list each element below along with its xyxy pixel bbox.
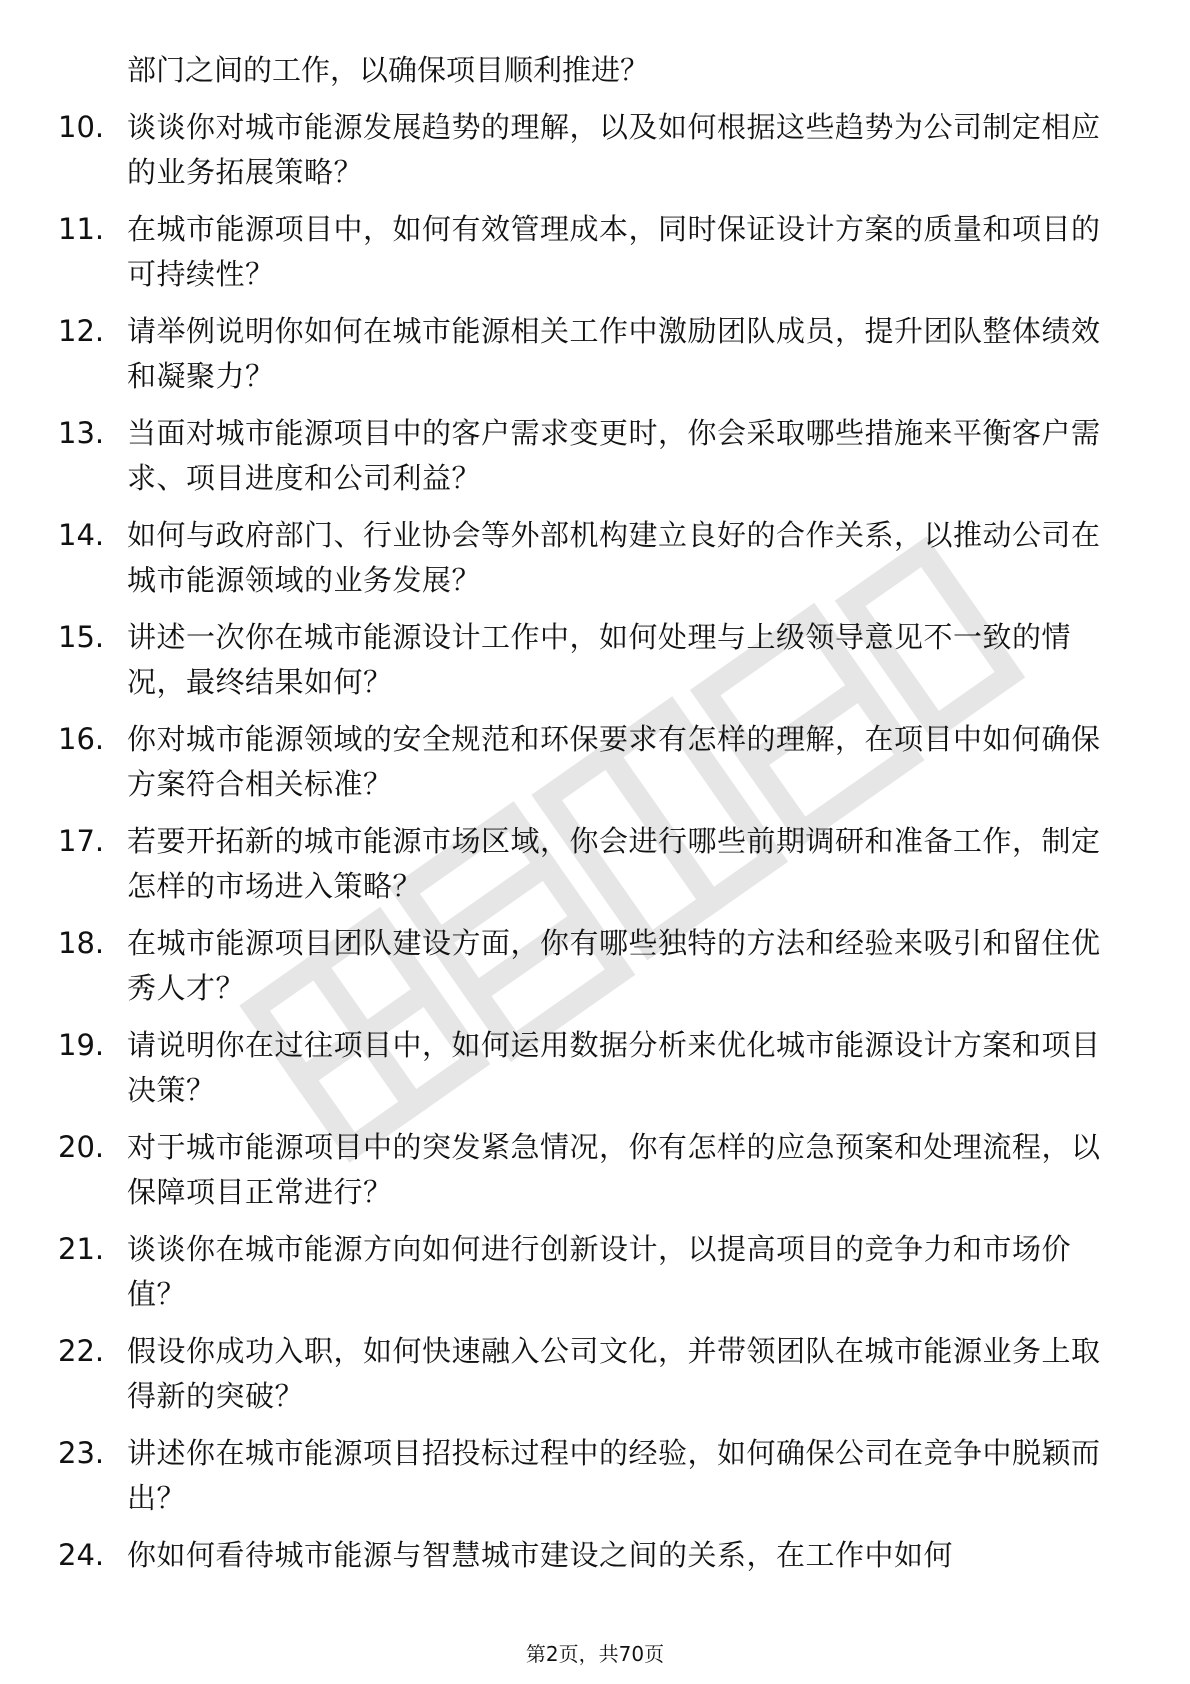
question-text: 如何与政府部门、行业协会等外部机构建立良好的合作关系，以推动公司在城市能源领域的业务发展？ — [127, 518, 1101, 597]
question-text: 在城市能源项目团队建设方面，你有哪些独特的方法和经验来吸引和留住优秀人才？ — [127, 926, 1101, 1005]
list-item — [58, 1533, 1118, 1578]
list-item — [58, 105, 1118, 195]
question-number: 12. — [58, 314, 105, 348]
list-item — [58, 717, 1118, 807]
question-number: 23. — [58, 1436, 105, 1470]
question-text: 在城市能源项目中，如何有效管理成本，同时保证设计方案的质量和项目的可持续性？ — [127, 212, 1101, 291]
question-number: 13. — [58, 416, 105, 450]
question-number: 14. — [58, 518, 105, 552]
question-text: 请举例说明你如何在城市能源相关工作中激励团队成员，提升团队整体绩效和凝聚力？ — [127, 314, 1101, 393]
question-text: 请说明你在过往项目中，如何运用数据分析来优化城市能源设计方案和项目决策？ — [127, 1028, 1101, 1107]
continuation-text: 部门之间的工作，以确保项目顺利推进？ — [127, 53, 650, 87]
list-item — [58, 921, 1118, 1011]
question-list-content — [58, 48, 1118, 1578]
question-list — [58, 105, 1118, 1578]
question-text: 你如何看待城市能源与智慧城市建设之间的关系，在工作中如何 — [127, 1538, 954, 1572]
question-text: 当面对城市能源项目中的客户需求变更时，你会采取哪些措施来平衡客户需求、项目进度和公司利益？ — [127, 416, 1101, 495]
question-number: 20. — [58, 1130, 105, 1164]
list-item — [58, 1023, 1118, 1113]
question-number: 17. — [58, 824, 105, 858]
question-text: 讲述你在城市能源项目招投标过程中的经验，如何确保公司在竞争中脱颖而出？ — [127, 1436, 1101, 1515]
list-item — [58, 1431, 1118, 1521]
question-text: 谈谈你对城市能源发展趋势的理解，以及如何根据这些趋势为公司制定相应的业务拓展策略？ — [127, 110, 1101, 189]
list-item — [58, 1125, 1118, 1215]
question-text: 谈谈你在城市能源方向如何进行创新设计，以提高项目的竞争力和市场价值？ — [127, 1232, 1072, 1311]
list-item — [58, 1227, 1118, 1317]
list-item — [58, 207, 1118, 297]
question-number: 21. — [58, 1232, 105, 1266]
list-item — [58, 615, 1118, 705]
question-number: 22. — [58, 1334, 105, 1368]
question-number: 11. — [58, 212, 105, 246]
question-number: 18. — [58, 926, 105, 960]
question-number: 19. — [58, 1028, 105, 1062]
list-item — [58, 1329, 1118, 1419]
question-number: 10. — [58, 110, 105, 144]
list-item — [58, 309, 1118, 399]
question-text: 讲述一次你在城市能源设计工作中，如何处理与上级领导意见不一致的情况，最终结果如何？ — [127, 620, 1072, 699]
list-item — [58, 819, 1118, 909]
page-footer: 第2页，共70页 — [525, 1642, 665, 1666]
question-text: 你对城市能源领域的安全规范和环保要求有怎样的理解，在项目中如何确保方案符合相关标准？ — [127, 722, 1101, 801]
list-item — [58, 411, 1118, 501]
question-number: 16. — [58, 722, 105, 756]
question-text: 对于城市能源项目中的突发紧急情况，你有怎样的应急预案和处理流程，以保障项目正常进行？ — [127, 1130, 1101, 1209]
question-number: 15. — [58, 620, 105, 654]
list-item — [58, 513, 1118, 603]
question-text: 若要开拓新的城市能源市场区域，你会进行哪些前期调研和准备工作，制定怎样的市场进入策略？ — [127, 824, 1101, 903]
question-text: 假设你成功入职，如何快速融入公司文化，并带领团队在城市能源业务上取得新的突破？ — [127, 1334, 1101, 1413]
question-number: 24. — [58, 1538, 105, 1572]
